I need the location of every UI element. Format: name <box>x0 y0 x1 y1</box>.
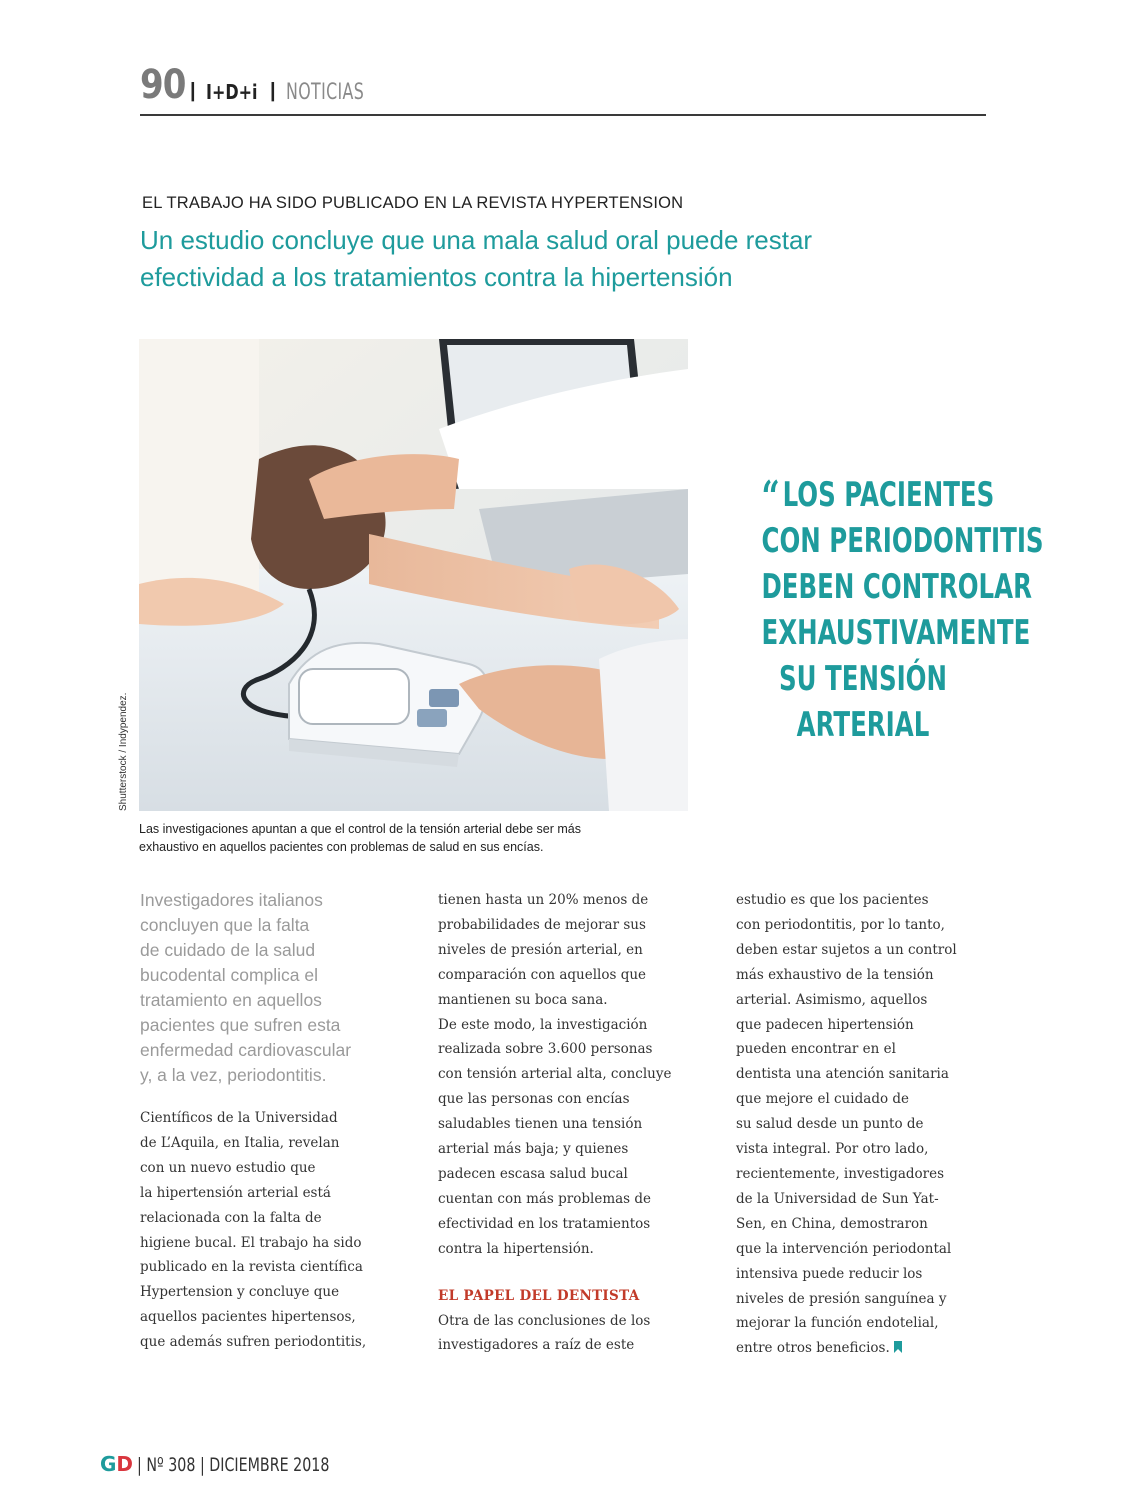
body-line: cuentan con más problemas de <box>438 1190 652 1207</box>
body-line: niveles de presión arterial, en <box>438 941 643 958</box>
body-paragraph <box>438 888 693 1262</box>
lead-paragraph <box>140 888 395 1088</box>
pull-quote-line: CON PERIODONTITIS <box>761 521 1044 561</box>
body-line: tienen hasta un 20% menos de <box>438 892 649 908</box>
body-line: investigadores a raíz de este <box>438 1337 635 1354</box>
header-separator: | <box>270 80 276 102</box>
body-line: dentista una atención sanitaria <box>736 1066 949 1083</box>
pull-quote-line: EXHAUSTIVAMENTE <box>761 613 1031 653</box>
photo-credit: Shutterstock / Indypendez. <box>118 692 129 811</box>
section-subhead: EL PAPEL DEL DENTISTA <box>438 1287 640 1304</box>
body-column-3 <box>736 888 991 1361</box>
lead-line: de cuidado de la salud <box>140 940 316 960</box>
body-line: que padecen hipertensión <box>736 1016 914 1033</box>
body-line: vista integral. Por otro lado, <box>736 1141 929 1158</box>
pull-quote <box>722 472 1044 748</box>
body-line: Otra de las conclusiones de los <box>438 1312 651 1329</box>
body-column-1 <box>140 888 395 1355</box>
body-line: que la intervención periodontal <box>736 1240 952 1257</box>
lead-line: concluyen que la falta <box>140 915 310 935</box>
body-line: publicado en la revista científica <box>140 1259 363 1276</box>
body-line: arterial más baja; y quienes <box>438 1141 629 1158</box>
body-line: Sen, en China, demostraron <box>736 1215 928 1232</box>
lead-line: bucodental complica el <box>140 965 319 985</box>
caption-line: Las investigaciones apuntan a que el control de la tensión arterial debe ser más <box>139 822 581 836</box>
caption-line: exhaustivo en aquellos pacientes con problemas de salud en sus encías. <box>139 840 544 854</box>
page-footer <box>100 1452 394 1480</box>
body-line: intensiva puede reducir los <box>736 1265 923 1282</box>
quote-mark-icon: “ <box>761 472 780 523</box>
lead-line: enfermedad cardiovascular <box>140 1040 352 1060</box>
magazine-logo-g: G <box>100 1452 117 1476</box>
body-line: Hypertension y concluye que <box>140 1284 340 1301</box>
section-label: I+D+i <box>206 80 258 104</box>
blood-pressure-photo <box>139 339 688 811</box>
body-paragraph <box>736 888 991 1361</box>
body-line: niveles de presión sanguínea y <box>736 1290 947 1307</box>
body-line: recientemente, investigadores <box>736 1165 945 1182</box>
body-line: realizada sobre 3.600 personas <box>438 1041 653 1058</box>
body-line: mantienen su boca sana. <box>438 991 608 1008</box>
lead-line: pacientes que sufren esta <box>140 1015 341 1035</box>
article-kicker: EL TRABAJO HA SIDO PUBLICADO EN LA REVISTA HYPERTENSION <box>142 194 684 212</box>
body-line: que las personas con encías <box>438 1091 630 1108</box>
pull-quote-line: ARTERIAL <box>796 705 930 745</box>
body-line: padecen escasa salud bucal <box>438 1165 628 1182</box>
body-line: deben estar sujetos a un control <box>736 941 957 958</box>
body-line: con tensión arterial alta, concluye <box>438 1066 672 1083</box>
body-line: entre otros beneficios. <box>736 1336 991 1361</box>
category-label: NOTICIAS <box>286 80 365 105</box>
body-line: higiene bucal. El trabajo ha sido <box>140 1234 362 1251</box>
body-line: Científicos de la Universidad <box>140 1110 338 1126</box>
page-header <box>140 62 986 116</box>
body-line: con un nuevo estudio que <box>140 1159 316 1176</box>
lead-line: Investigadores italianos <box>140 890 323 910</box>
body-line: con periodontitis, por lo tanto, <box>736 916 945 933</box>
body-line: que además sufren periodontitis, <box>140 1334 367 1351</box>
body-line: pueden encontrar en el <box>736 1041 896 1058</box>
body-line: contra la hipertensión. <box>438 1240 594 1257</box>
body-line: efectividad en los tratamientos <box>438 1215 651 1232</box>
body-line: probabilidades de mejorar sus <box>438 916 646 933</box>
body-line: arterial. Asimismo, aquellos <box>736 991 928 1008</box>
body-line: la hipertensión arterial está <box>140 1184 331 1201</box>
header-separator: | <box>190 80 196 102</box>
body-line: aquellos pacientes hipertensos, <box>140 1309 356 1326</box>
pull-quote-line: SU TENSIÓN <box>779 659 947 699</box>
headline-line: efectividad a los tratamientos contra la hipertensión <box>140 262 733 292</box>
lead-line: y, a la vez, periodontitis. <box>140 1065 327 1085</box>
magazine-logo-d: D <box>116 1452 134 1476</box>
article-photo <box>139 339 688 811</box>
body-line: más exhaustivo de la tensión <box>736 966 934 983</box>
pull-quote-line: “LOS PACIENTES <box>761 472 995 523</box>
body-line: de L’Aquila, en Italia, revelan <box>140 1134 340 1151</box>
page-number: 90 <box>140 62 186 108</box>
body-paragraph <box>438 1309 693 1359</box>
article-headline <box>140 222 960 296</box>
body-column-2 <box>438 888 693 1358</box>
headline-line: Un estudio concluye que una mala salud oral puede restar <box>140 225 813 255</box>
issue-info: | Nº 308 | DICIEMBRE 2018 <box>137 1454 330 1476</box>
body-line: su salud desde un punto de <box>736 1116 924 1133</box>
photo-caption <box>139 820 699 856</box>
body-line: de la Universidad de Sun Yat- <box>736 1190 939 1207</box>
body-paragraph <box>140 1106 395 1355</box>
body-line: comparación con aquellos que <box>438 966 647 983</box>
body-line: mejorar la función endotelial, <box>736 1315 939 1332</box>
bookmark-icon <box>894 1341 902 1353</box>
body-line: De este modo, la investigación <box>438 1016 648 1033</box>
body-line: saludables tienen una tensión <box>438 1116 643 1133</box>
body-line: estudio es que los pacientes <box>736 892 929 908</box>
body-line: que mejore el cuidado de <box>736 1091 910 1108</box>
body-line: relacionada con la falta de <box>140 1209 322 1226</box>
pull-quote-line: DEBEN CONTROLAR <box>761 567 1032 607</box>
lead-line: tratamiento en aquellos <box>140 990 322 1010</box>
